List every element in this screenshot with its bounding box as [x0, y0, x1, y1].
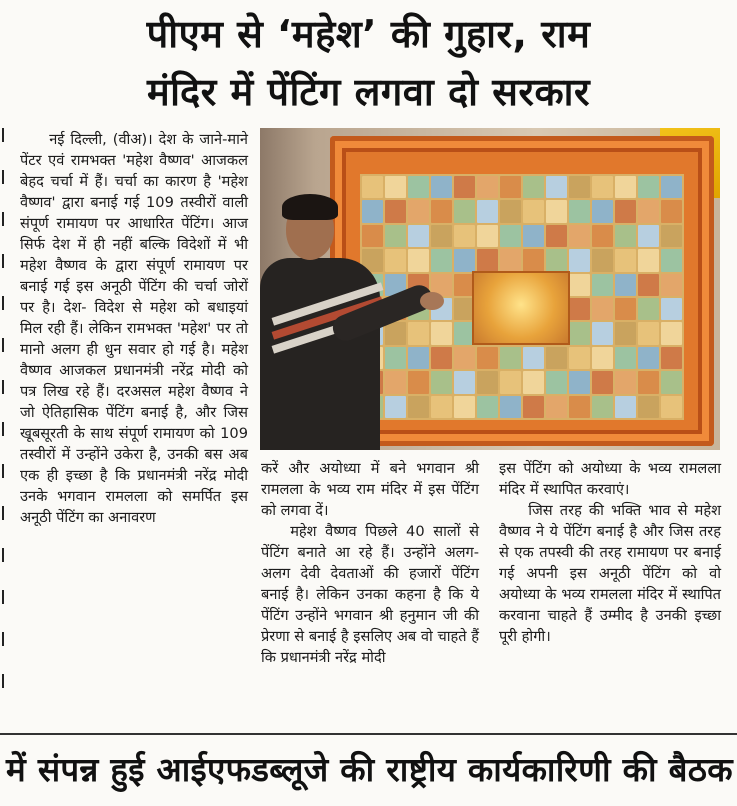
painting-tile [569, 249, 590, 271]
painting-tile [454, 396, 475, 418]
painting-tile [569, 371, 590, 393]
painting-tile [615, 176, 636, 198]
painting-center-panel [472, 271, 570, 345]
painting-tile [477, 396, 498, 418]
painting-tile [500, 347, 521, 369]
painting-tile [661, 200, 682, 222]
painting-tile [477, 249, 498, 271]
painting-tile [661, 322, 682, 344]
painting-tile [592, 225, 613, 247]
painting-tile [523, 249, 544, 271]
painting-tile [431, 200, 452, 222]
painting-tile [523, 200, 544, 222]
painting-tile [615, 249, 636, 271]
painting-tile [592, 176, 613, 198]
painting-tile [546, 225, 567, 247]
painting-tile [569, 347, 590, 369]
painting-tile [569, 225, 590, 247]
painting-tile [500, 396, 521, 418]
painter-figure [260, 188, 430, 450]
painting-tile [431, 347, 452, 369]
article-column-3 [499, 458, 721, 647]
painting-tile [454, 347, 475, 369]
painting-tile [569, 298, 590, 320]
painting-tile [477, 176, 498, 198]
painting-tile [615, 371, 636, 393]
painting-tile [638, 225, 659, 247]
painting-tile [569, 396, 590, 418]
article-column-1 [20, 129, 248, 528]
painting-tile [638, 176, 659, 198]
painting-tile [661, 298, 682, 320]
painting-tile [546, 371, 567, 393]
painting-tile [592, 200, 613, 222]
article-paragraph: करें और अयोध्या में बने भगवान श्री रामलला के भव्य राम मंदिर में इस पेंटिंग को लगवा दें। [261, 460, 479, 519]
painting-tile [569, 322, 590, 344]
painting-tile [638, 371, 659, 393]
painting-tile [500, 225, 521, 247]
painting-tile [431, 322, 452, 344]
painting-tile [638, 274, 659, 296]
painting-tile [477, 225, 498, 247]
painting-tile [592, 396, 613, 418]
article-paragraph: महेश वैष्णव पिछले 40 सालों से पेंटिंग बनाते आ रहे हैं। उन्होंने अलग-अलग देवी देवताओं की हजारों पेंटिंग बनाई है। लेकिन उनका कहना है कि ये पेंटिंग उन्होंने भगवान श्री हनुमान जी की प्रेरणा से बनाई है इसलिए अब वो चाहते हैं कि प्रधानमंत्री नरेंद्र मोदी [261, 523, 479, 666]
article-paragraph: जिस तरह की भक्ति भाव से महेश वैष्णव ने ये पेंटिंग बनाई है और जिस तरह से एक तपस्वी की तरह रामायण पर बनाई गई अपनी इस अनूठी पेंटिंग को वो अयोध्या के भव्य रामलला मंदिर में स्थापित करवाना चाहते हैं उम्मीद है उनकी इच्छा पूरी होगी। [499, 502, 721, 645]
article-paragraph: इस पेंटिंग को अयोध्या के भव्य रामलला मंदिर में स्थापित करवाएं। [499, 460, 721, 498]
painting-tile [638, 200, 659, 222]
painting-tile [661, 176, 682, 198]
painting-tile [431, 371, 452, 393]
next-article-headline: में संपन्न हुई आईएफडब्लूजे की राष्ट्रीय कार्यकारिणी की बैठक [0, 733, 737, 806]
painting-tile [454, 176, 475, 198]
painting-tile [615, 225, 636, 247]
painting-tile [615, 322, 636, 344]
painting-tile [661, 371, 682, 393]
painting-tile [431, 225, 452, 247]
painting-tile [661, 249, 682, 271]
painting-tile [546, 200, 567, 222]
previous-column-edge [0, 128, 8, 718]
painting-tile [431, 396, 452, 418]
painting-tile [477, 371, 498, 393]
painting-tile [615, 274, 636, 296]
painting-tile [500, 176, 521, 198]
painting-tile [546, 347, 567, 369]
painting-tile [615, 298, 636, 320]
painting-tile [661, 274, 682, 296]
painting-tile [454, 200, 475, 222]
painting-tile [523, 225, 544, 247]
painting-tile [523, 176, 544, 198]
article-paragraph: नई दिल्ली, (वीअ)। देश के जाने-माने पेंटर एवं रामभक्त 'महेश वैष्णव' आजकल बेहद चर्चा में हैं। चर्चा का कारण है 'महेश वैष्णव' द्वारा बनाई गई 109 तस्वीरों वाली संपूर्ण रामायण पर आधारित पेंटिंग। आज सिर्फ देश में ही नहीं बल्कि विदेशों में भी महेश वैष्णव के द्वारा संपूर्ण रामायण पर बनाई गई इस अनूठी पेंटिंग की चर्चा जोरों पर है। देश- विदेश से महेश को बधाइयां मिल रही हैं। लेकिन रामभक्त 'महेश' पर तो मानो अलग ही धुन सवार हो गई है। महेश वैष्णव आजकल प्रधानमंत्री नरेंद्र मोदी को पत्र लिख रहे हैं। दरअसल महेश वैष्णव ने जो ऐतिहासिक पेंटिंग बनाई है, और जिस खूबसूरती के साथ संपूर्ण रामायण को 109 तस्वीरों में उन्होंने उकेरा है, उनकी बस अब एक ही इच्छा है कि प्रधानमंत्री नरेंद्र मोदी उनके भगवान रामलला को समर्पित इस अनूठी पेंटिंग का अनावरण [20, 131, 248, 526]
painting-tile [638, 249, 659, 271]
painting-tile [546, 249, 567, 271]
painting-tile [661, 347, 682, 369]
painting-tile [431, 176, 452, 198]
painting-tile [546, 396, 567, 418]
painting-tile [615, 347, 636, 369]
painting-tile [454, 371, 475, 393]
painting-tile [615, 200, 636, 222]
headline-line-2: मंदिर में पेंटिंग लगवा दो सरकार [146, 70, 591, 114]
painting-tile [546, 176, 567, 198]
painting-tile [592, 347, 613, 369]
painting-tile [592, 298, 613, 320]
painting-tile [638, 347, 659, 369]
painting-tile [569, 274, 590, 296]
painting-tile [661, 396, 682, 418]
painting-tile [592, 371, 613, 393]
painting-tile [615, 396, 636, 418]
painting-tile [500, 200, 521, 222]
painting-tile [638, 322, 659, 344]
painting-tile [569, 200, 590, 222]
painting-tile [431, 249, 452, 271]
painting-tile [454, 249, 475, 271]
painting-tile [454, 225, 475, 247]
painting-tile [592, 274, 613, 296]
painting-tile [500, 249, 521, 271]
painting-tile [500, 371, 521, 393]
article-photo [260, 128, 720, 450]
painting-tile [592, 322, 613, 344]
painting-tile [661, 225, 682, 247]
painting-tile [592, 249, 613, 271]
article-column-2 [261, 458, 479, 668]
painting-tile [477, 347, 498, 369]
headline-line-1: पीएम से ‘महेश’ की गुहार, राम [146, 12, 591, 56]
painting-tile [477, 200, 498, 222]
painting-tile [638, 298, 659, 320]
painting-tile [638, 396, 659, 418]
painting-tile [569, 176, 590, 198]
painting-tile [523, 396, 544, 418]
painting-tile [523, 371, 544, 393]
painting-tile [523, 347, 544, 369]
